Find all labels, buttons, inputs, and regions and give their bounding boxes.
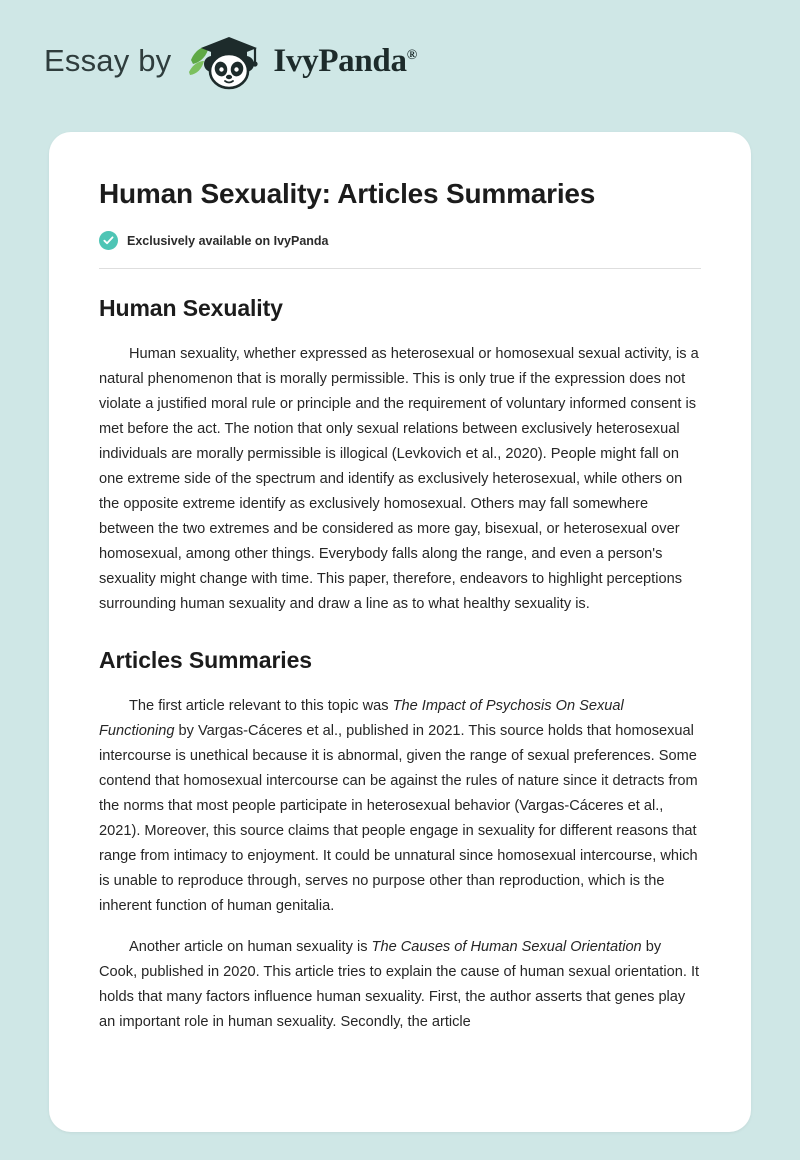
paragraph [99,935,701,1035]
check-circle-icon [99,231,118,250]
paragraph [99,694,701,919]
article-title: The Causes of Human Sexual Orientation [371,939,642,955]
ivypanda-logo[interactable] [185,32,416,90]
panda-graduate-icon [185,32,265,90]
paragraph [99,342,701,617]
paragraph-text: The first article relevant to this topic was [129,698,393,714]
article-title: The Impact of Psychosis On Sexual Functioning [99,698,624,739]
document-card [49,132,751,1132]
exclusive-badge [99,231,701,250]
paragraph-text: by Cook, published in 2020. This article tries to explain the cause of human sexual orientation. It holds that many factors influence human sexuality. First, the author asserts that genes play an important role in human sexuality. Secondly, the article [99,939,700,1030]
section-heading-articles-summaries: Articles Summaries [99,647,312,673]
essay-by-label: Essay by [44,43,172,78]
page-title: Human Sexuality: Articles Summaries [99,178,596,209]
paragraph-text: by Vargas-Cáceres et al., published in 2021. This source holds that homosexual intercourse is unethical because it is abnormal, given the range of sexual preferences. Some contend that homosexual intercourse can be against the rules of nature since it detracts from the norms that most people participate in heterosexual behavior (Vargas-Cáceres et al., 2021). Moreover, this source claims that people engage in sexuality for different reasons that range from intimacy to enjoyment. It could be unnatural since homosexual intercourse, which is unable to reproduce through, serves no purpose other than reproduction, which is the inherent function of human genitalia. [99,723,698,914]
section-heading-human-sexuality: Human Sexuality [99,295,283,321]
brand-name: IvyPanda® [273,42,417,79]
title-divider [99,268,701,269]
paragraph-text: Another article on human sexuality is [129,939,372,955]
registered-mark: ® [406,47,417,63]
paragraph-text: Human sexuality, whether expressed as heterosexual or homosexual sexual activity, is a natural phenomenon that is morally permissible. This is only true if the expression does not violate a justified moral rule or principle and the requirement of voluntary informed consent is met before the act. The notion that only sexual relations between exclusively heterosexual individuals are morally permissible is illogical (Levkovich et al., 2020). People might fall on one extreme side of the spectrum and identify as exclusively heterosexual, while others on the opposite extreme identify as exclusively homosexual. Others may fall somewhere between the two extremes and be considered as more gay, bisexual, or heterosexual over homosexual, among other things. Everybody falls along the range, and even a person's sexuality might change with time. This paper, therefore, endeavors to highlight perceptions surrounding human sexuality and draw a line as to what healthy sexuality is. [99,346,699,612]
page-header [0,0,800,88]
exclusive-label: Exclusively available on IvyPanda [127,233,329,248]
